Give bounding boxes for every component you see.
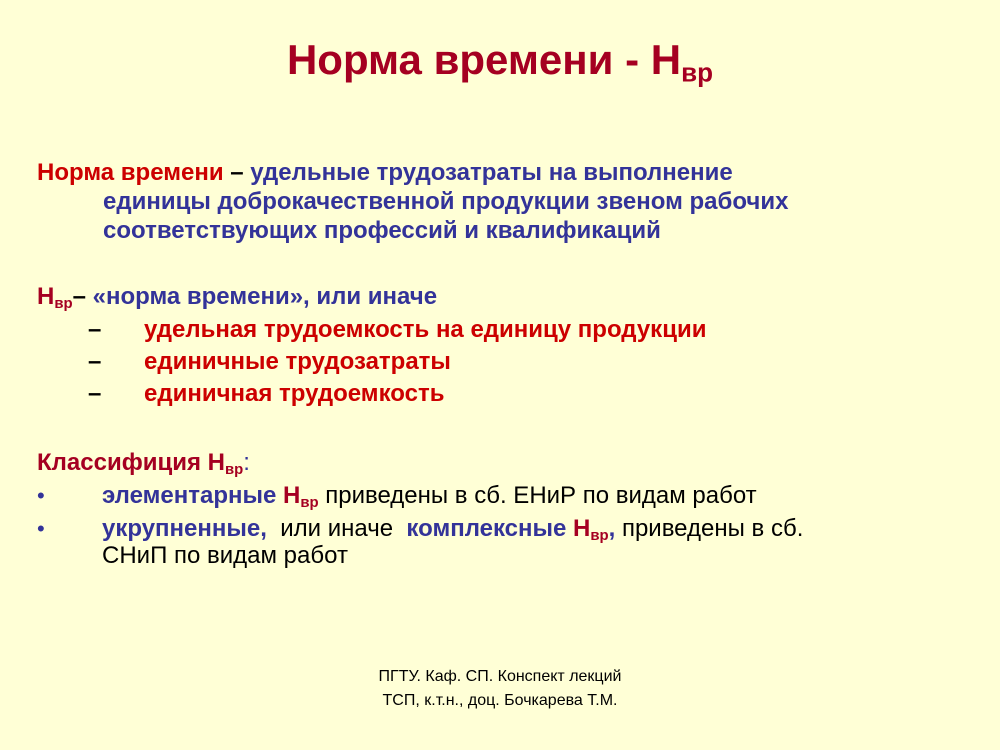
- classification-subscript: вр: [224, 462, 244, 479]
- bullet-marker-2: •: [37, 516, 45, 541]
- dash-marker-2: –: [88, 348, 102, 375]
- definition-line-1: [37, 158, 788, 187]
- item1-highlight: элементарные: [102, 482, 283, 509]
- classification-heading-text: Классифиция Н: [37, 449, 225, 476]
- item2-middle: или иначе: [266, 515, 407, 542]
- classification-item-2: [102, 514, 803, 544]
- synonyms-rest: , или иначе: [303, 283, 438, 310]
- synonyms-symbol: Н: [37, 283, 55, 310]
- item1-subscript: вр: [300, 495, 319, 512]
- classification-colon: :: [243, 449, 250, 476]
- classification-heading: [37, 448, 250, 478]
- bullet-marker-1: •: [37, 483, 45, 508]
- definition-term: Норма времени: [37, 159, 224, 186]
- synonym-item-2: единичные трудозатраты: [144, 348, 451, 375]
- slide-title: [0, 36, 1000, 88]
- classification-item-1: [102, 481, 757, 511]
- dash-marker-1: –: [88, 316, 102, 343]
- item2-symbol: Н: [573, 515, 591, 542]
- item2-comma: ,: [608, 515, 616, 542]
- slide-title-subscript: вр: [681, 57, 714, 88]
- item2-subscript: вр: [590, 528, 609, 545]
- footer-line-1: ПГТУ. Каф. СП. Конспект лекций: [378, 668, 622, 685]
- item2-rest: приведены в сб.: [615, 515, 804, 542]
- synonyms-separator: –: [72, 283, 93, 310]
- definition-block: [37, 158, 788, 245]
- slide-title-main: Норма времени - Н: [286, 36, 682, 83]
- definition-line-2: единицы доброкачественной продукции звеном рабочих: [103, 188, 789, 215]
- item2-highlight-2: комплексные: [406, 515, 574, 542]
- synonym-item-1: удельная трудоемкость на единицу продукции: [144, 316, 707, 343]
- slide-footer: [0, 665, 1000, 713]
- definition-separator: –: [223, 159, 251, 186]
- dash-marker-3: –: [88, 380, 102, 407]
- item2-highlight-1: укрупненные,: [102, 515, 267, 542]
- definition-line-3: соответствующих профессий и квалификаций: [103, 217, 661, 244]
- synonyms-subscript: вр: [54, 296, 73, 313]
- synonym-item-3: единичная трудоемкость: [144, 380, 445, 407]
- definition-text-1: удельные трудозатраты на выполнение: [250, 159, 733, 186]
- item1-symbol: Н: [282, 482, 301, 509]
- synonyms-heading: [37, 282, 437, 312]
- classification-item-2-line-2: СНиП по видам работ: [102, 542, 348, 569]
- synonyms-quote: «норма времени»: [92, 283, 304, 310]
- item1-rest: приведены в сб. ЕНиР по видам работ: [318, 482, 757, 509]
- footer-line-2: ТСП, к.т.н., доц. Бочкарева Т.М.: [382, 692, 618, 709]
